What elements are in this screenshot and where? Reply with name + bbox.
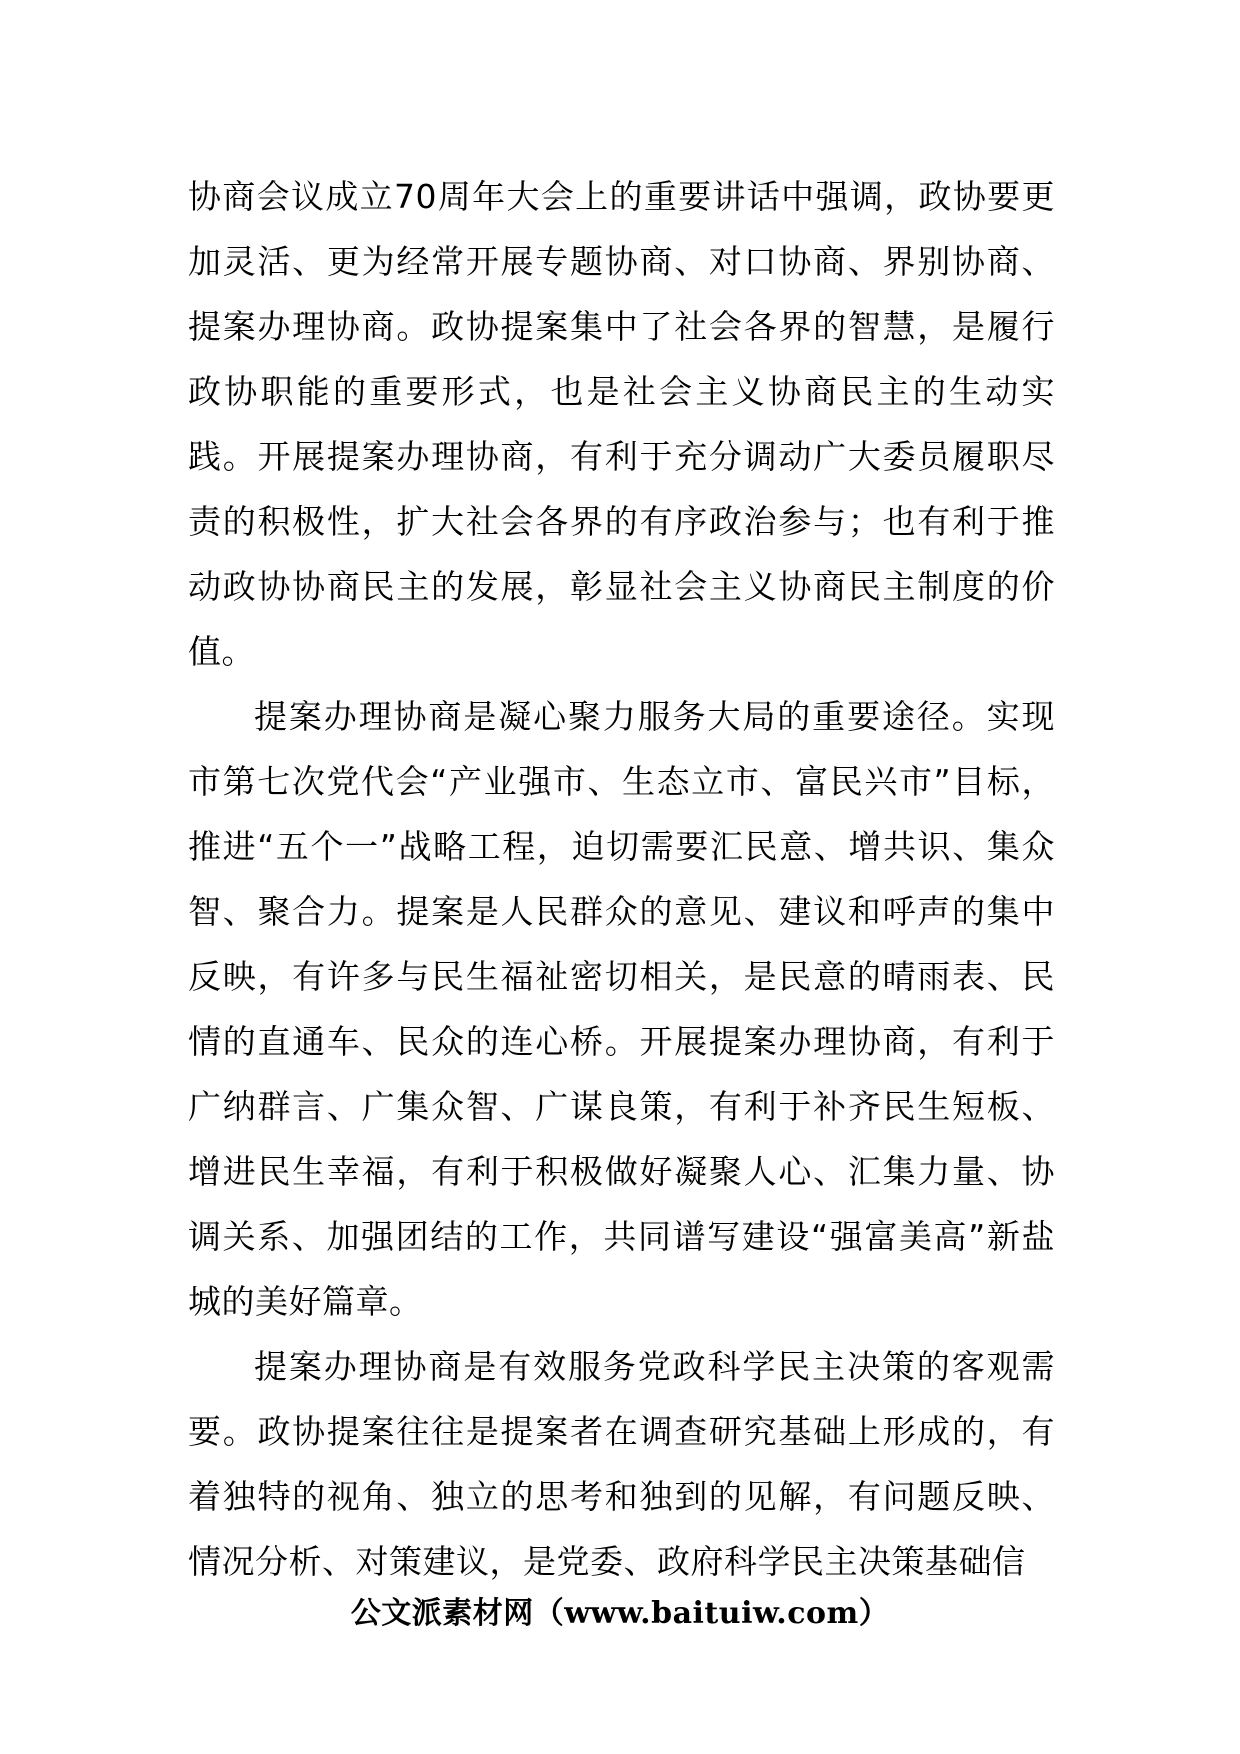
footer-watermark: 公文派素材网（www.baituiw.com） <box>350 1596 890 1631</box>
paragraph-proposal-consensus: 提案办理协商是凝心聚力服务大局的重要途径。实现市第七次党代会“产业强市、生态立市、富民兴市”目标，推进“五个一”战略工程，迫切需要汇民意、增共识、集众智、聚合力。提案是人民群众的意见、建议和呼声的集中反映，有许多与民生福祉密切相关，是民意的晴雨表、民情的直通车、民众的连心桥。开展提案办理协商，有利于广纳群言、广集众智、广谋良策，有利于补齐民生短板、增进民生幸福，有利于积极做好凝聚人心、汇集力量、协调关系、加强团结的工作，共同谱写建设“强富美高”新盐城的美好篇章。 <box>188 697 1055 1321</box>
paragraph-proposal-decision: 提案办理协商是有效服务党政科学民主决策的客观需要。政协提案往往是提案者在调查研究基础上形成的，有着独特的视角、独立的思考和独到的见解，有问题反映、情况分析、对策建议，是党委、政府科学民主决策基础信 <box>188 1347 1055 1581</box>
paragraph-continuation: 协商会议成立70周年大会上的重要讲话中强调，政协要更加灵活、更为经常开展专题协商、对口协商、界别协商、提案办理协商。政协提案集中了社会各界的智慧，是履行政协职能的重要形式，也是社会主义协商民主的生动实践。开展提案办理协商，有利于充分调动广大委员履职尽责的积极性，扩大社会各界的有序政治参与；也有利于推动政协协商民主的发展，彰显社会主义协商民主制度的价值。 <box>188 177 1055 671</box>
document-body <box>188 164 1055 1594</box>
